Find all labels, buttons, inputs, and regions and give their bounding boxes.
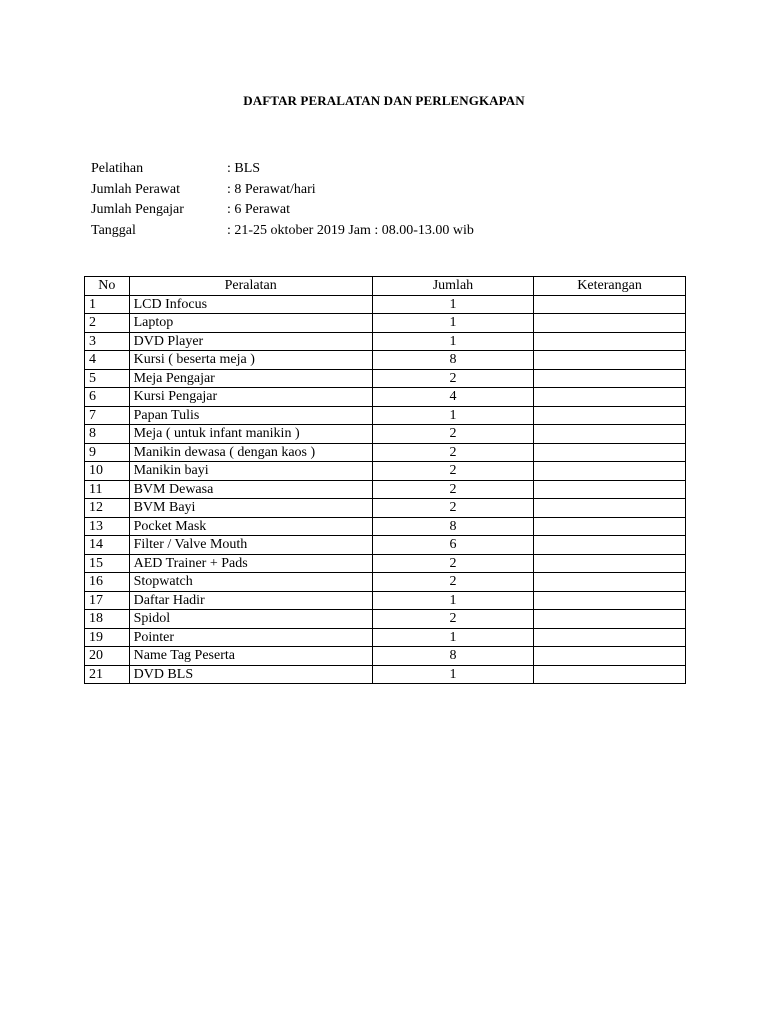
info-value: : 21-25 oktober 2019 Jam : 08.00-13.00 wib <box>227 222 474 238</box>
cell-equipment: BVM Dewasa <box>129 480 372 499</box>
table-header-row <box>85 277 686 296</box>
header-equipment: Peralatan <box>129 277 372 296</box>
table-row <box>85 480 686 499</box>
info-row-nurses <box>91 180 474 201</box>
cell-no: 17 <box>85 591 130 610</box>
cell-no: 18 <box>85 610 130 629</box>
cell-no: 5 <box>85 369 130 388</box>
cell-notes <box>534 499 686 518</box>
table-row <box>85 462 686 481</box>
info-label: Jumlah Perawat <box>91 181 181 197</box>
cell-equipment: Pocket Mask <box>129 517 372 536</box>
cell-equipment: Name Tag Peserta <box>129 647 372 666</box>
table-row <box>85 443 686 462</box>
cell-notes <box>534 573 686 592</box>
cell-equipment: LCD Infocus <box>129 295 372 314</box>
cell-equipment: BVM Bayi <box>129 499 372 518</box>
cell-notes <box>534 462 686 481</box>
cell-quantity: 6 <box>372 536 533 555</box>
table-row <box>85 628 686 647</box>
cell-quantity: 1 <box>372 314 533 333</box>
cell-quantity: 1 <box>372 295 533 314</box>
cell-quantity: 1 <box>372 591 533 610</box>
cell-equipment: Kursi ( beserta meja ) <box>129 351 372 370</box>
cell-no: 2 <box>85 314 130 333</box>
cell-notes <box>534 517 686 536</box>
cell-no: 16 <box>85 573 130 592</box>
cell-quantity: 2 <box>372 480 533 499</box>
info-row-instructors <box>91 200 474 221</box>
cell-no: 10 <box>85 462 130 481</box>
cell-quantity: 2 <box>372 425 533 444</box>
cell-equipment: DVD BLS <box>129 665 372 684</box>
cell-equipment: Stopwatch <box>129 573 372 592</box>
cell-notes <box>534 647 686 666</box>
cell-notes <box>534 554 686 573</box>
table-row <box>85 499 686 518</box>
cell-quantity: 8 <box>372 351 533 370</box>
cell-equipment: Filter / Valve Mouth <box>129 536 372 555</box>
cell-no: 6 <box>85 388 130 407</box>
cell-notes <box>534 314 686 333</box>
cell-quantity: 1 <box>372 665 533 684</box>
table-row <box>85 406 686 425</box>
cell-equipment: Manikin bayi <box>129 462 372 481</box>
cell-equipment: Meja ( untuk infant manikin ) <box>129 425 372 444</box>
cell-notes <box>534 610 686 629</box>
info-label: Jumlah Pengajar <box>91 202 184 217</box>
cell-no: 21 <box>85 665 130 684</box>
cell-quantity: 2 <box>372 573 533 592</box>
cell-equipment: Daftar Hadir <box>129 591 372 610</box>
cell-quantity: 1 <box>372 332 533 351</box>
cell-quantity: 4 <box>372 388 533 407</box>
cell-quantity: 8 <box>372 647 533 666</box>
document-title: DAFTAR PERALATAN DAN PERLENGKAPAN <box>243 93 525 108</box>
info-value: : BLS <box>227 161 261 176</box>
cell-equipment: Laptop <box>129 314 372 333</box>
table-row <box>85 351 686 370</box>
cell-no: 14 <box>85 536 130 555</box>
cell-equipment: DVD Player <box>129 332 372 351</box>
info-row-training <box>91 159 474 180</box>
cell-notes <box>534 480 686 499</box>
cell-no: 3 <box>85 332 130 351</box>
cell-notes <box>534 369 686 388</box>
table-row <box>85 332 686 351</box>
cell-quantity: 2 <box>372 499 533 518</box>
cell-no: 19 <box>85 628 130 647</box>
table-row <box>85 369 686 388</box>
table-row <box>85 665 686 684</box>
info-label: Tanggal <box>91 222 136 238</box>
table-row <box>85 554 686 573</box>
cell-equipment: Spidol <box>129 610 372 629</box>
header-no: No <box>85 277 130 296</box>
cell-notes <box>534 628 686 647</box>
cell-no: 7 <box>85 406 130 425</box>
cell-no: 13 <box>85 517 130 536</box>
header-quantity: Jumlah <box>372 277 533 296</box>
cell-notes <box>534 443 686 462</box>
cell-equipment: Papan Tulis <box>129 406 372 425</box>
table-row <box>85 591 686 610</box>
table-row <box>85 610 686 629</box>
cell-no: 20 <box>85 647 130 666</box>
table-row <box>85 314 686 333</box>
info-value: : 6 Perawat <box>227 202 290 217</box>
cell-quantity: 2 <box>372 610 533 629</box>
cell-no: 12 <box>85 499 130 518</box>
cell-no: 8 <box>85 425 130 444</box>
equipment-table <box>84 276 686 684</box>
cell-notes <box>534 332 686 351</box>
table-row <box>85 295 686 314</box>
header-notes: Keterangan <box>534 277 686 296</box>
equipment-table-body <box>85 295 686 684</box>
cell-no: 11 <box>85 480 130 499</box>
table-row <box>85 647 686 666</box>
info-value: : 8 Perawat/hari <box>227 181 316 197</box>
cell-no: 9 <box>85 443 130 462</box>
table-row <box>85 388 686 407</box>
info-label: Pelatihan <box>91 161 144 176</box>
table-row <box>85 517 686 536</box>
cell-quantity: 2 <box>372 462 533 481</box>
table-row <box>85 573 686 592</box>
cell-quantity: 1 <box>372 628 533 647</box>
table-row <box>85 425 686 444</box>
cell-equipment: Pointer <box>129 628 372 647</box>
cell-quantity: 1 <box>372 406 533 425</box>
cell-no: 15 <box>85 554 130 573</box>
cell-notes <box>534 295 686 314</box>
cell-notes <box>534 351 686 370</box>
cell-equipment: Kursi Pengajar <box>129 388 372 407</box>
cell-notes <box>534 388 686 407</box>
cell-quantity: 8 <box>372 517 533 536</box>
cell-quantity: 2 <box>372 443 533 462</box>
cell-no: 1 <box>85 295 130 314</box>
cell-quantity: 2 <box>372 554 533 573</box>
cell-notes <box>534 406 686 425</box>
cell-equipment: AED Trainer + Pads <box>129 554 372 573</box>
cell-equipment: Manikin dewasa ( dengan kaos ) <box>129 443 372 462</box>
cell-notes <box>534 665 686 684</box>
cell-notes <box>534 425 686 444</box>
cell-notes <box>534 591 686 610</box>
cell-notes <box>534 536 686 555</box>
training-info <box>91 159 474 241</box>
cell-equipment: Meja Pengajar <box>129 369 372 388</box>
info-row-date <box>91 221 474 242</box>
table-row <box>85 536 686 555</box>
cell-quantity: 2 <box>372 369 533 388</box>
cell-no: 4 <box>85 351 130 370</box>
